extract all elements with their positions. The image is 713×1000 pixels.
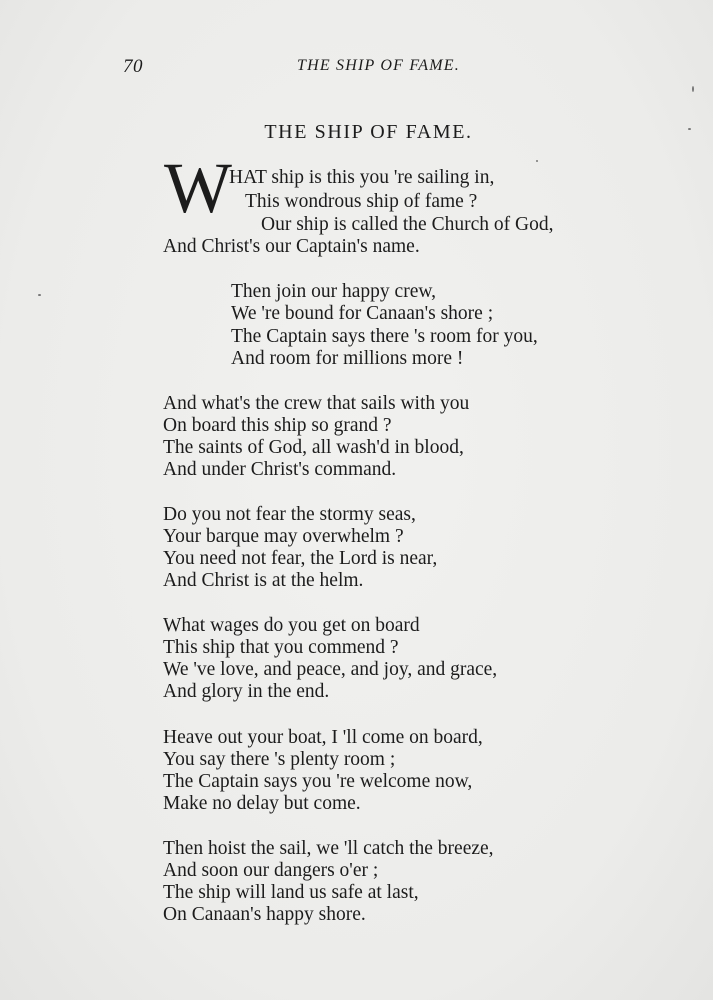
drop-cap: W — [164, 148, 228, 228]
poem-line: We 've love, and peace, and joy, and grace, — [163, 659, 498, 680]
print-speck — [692, 86, 694, 92]
poem-line: Our ship is called the Church of God, — [261, 214, 554, 235]
poem-line: Then hoist the sail, we 'll catch the breeze, — [163, 838, 494, 859]
poem-line: You say there 's plenty room ; — [163, 749, 396, 770]
poem-line: And room for millions more ! — [231, 348, 464, 369]
poem-line: This ship that you commend ? — [163, 637, 399, 658]
poem-line: The saints of God, all wash'd in blood, — [163, 437, 464, 458]
print-speck — [38, 294, 41, 296]
page-number: 70 — [123, 56, 143, 77]
poem-line: This wondrous ship of fame ? — [245, 191, 478, 212]
poem-line: Heave out your boat, I 'll come on board, — [163, 727, 483, 748]
poem-line: We 're bound for Canaan's shore ; — [231, 303, 494, 324]
poem-line: And what's the crew that sails with you — [163, 393, 470, 414]
running-head — [0, 56, 713, 80]
print-speck — [688, 128, 691, 130]
poem-line: Your barque may overwhelm ? — [163, 526, 404, 547]
poem-line: You need not fear, the Lord is near, — [163, 548, 438, 569]
poem-line: Do you not fear the stormy seas, — [163, 504, 416, 525]
poem-line: The ship will land us safe at last, — [163, 882, 419, 903]
poem-line: What wages do you get on board — [163, 615, 420, 636]
poem-line: And soon our dangers o'er ; — [163, 860, 379, 881]
poem-line: Then join our happy crew, — [231, 281, 437, 302]
running-title: THE SHIP OF FAME. — [297, 57, 460, 74]
poem-line: And Christ's our Captain's name. — [163, 236, 420, 257]
poem-line: The Captain says there 's room for you, — [231, 326, 538, 347]
poem-line: The Captain says you 're welcome now, — [163, 771, 473, 792]
poem-line: On Canaan's happy shore. — [163, 904, 366, 925]
poem-line: HAT ship is this you 're sailing in, — [229, 167, 495, 188]
poem-line: On board this ship so grand ? — [163, 415, 392, 436]
print-speck — [536, 160, 538, 162]
poem-title: THE SHIP OF FAME. — [264, 121, 473, 143]
poem-line: And under Christ's command. — [163, 459, 397, 480]
poem-line: And glory in the end. — [163, 681, 330, 702]
poem-line: Make no delay but come. — [163, 793, 361, 814]
poem-line: And Christ is at the helm. — [163, 570, 364, 591]
